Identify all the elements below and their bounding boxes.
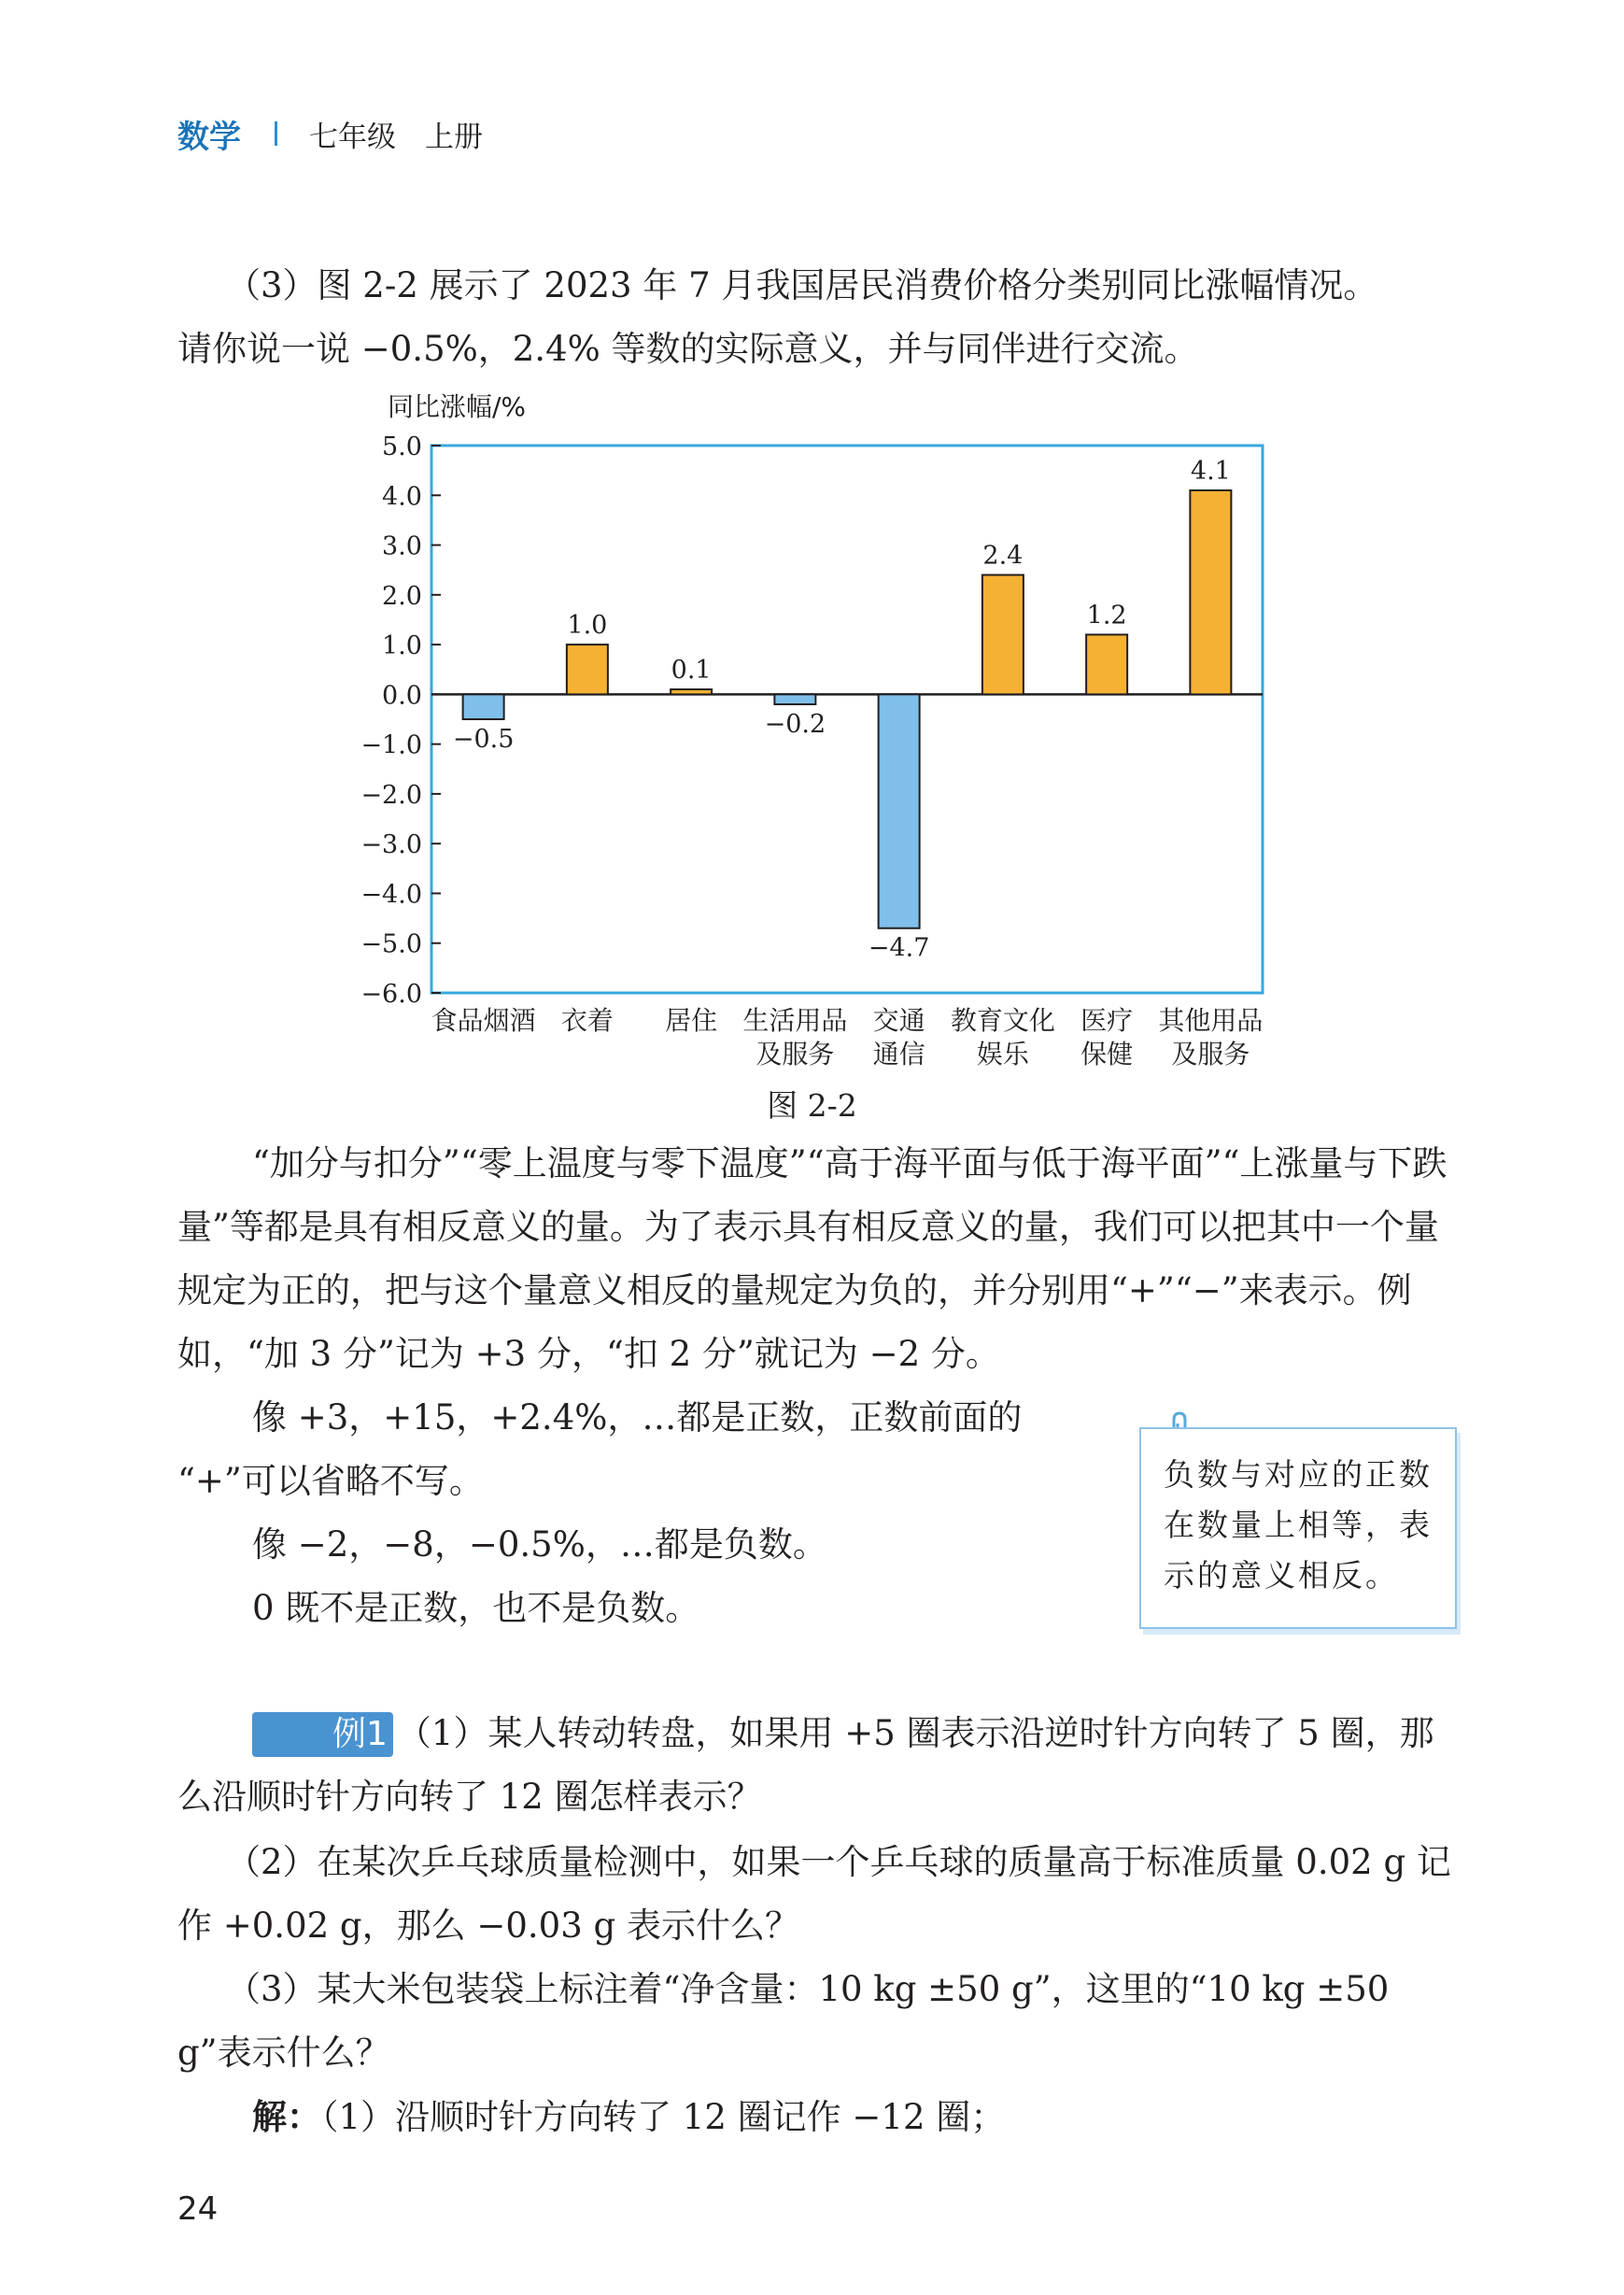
figure-caption: 图 2-2: [767, 1087, 857, 1124]
bar-value-label: 2.4: [982, 541, 1024, 571]
bar: [463, 694, 504, 719]
intro-line-1: （3）图 2-2 展示了 2023 年 7 月我国居民消费价格分类别同比涨幅情况。: [226, 265, 1378, 305]
x-category-label: 衣着: [560, 1005, 614, 1036]
bar-value-label: 1.2: [1086, 601, 1127, 630]
bar-value-label: −0.2: [764, 710, 826, 740]
y-tick-label: −2.0: [360, 780, 422, 810]
x-category-label: 及服务: [1171, 1039, 1250, 1070]
y-tick-label: −6.0: [360, 980, 422, 1009]
subject-title: 数学: [177, 118, 241, 156]
y-tick-label: 4.0: [382, 482, 422, 512]
x-category-label: 其他用品: [1158, 1005, 1264, 1036]
bar-value-label: 4.1: [1190, 456, 1231, 486]
bar: [1086, 634, 1127, 694]
body-paragraph-1: “加分与扣分”“零上温度与零下温度”“高于海平面与低于海平面”“上涨量与下跌量”等都是具有相反意义的量。为了表示具有相反意义的量，我们可以把其中一个量规定为正的，把与这个量意义相反的量规定为负的，并分别用“+”“−”来表示。例如，“加 3 分”记为 +3 分，“扣 2 分”就记为 −2 分。: [177, 1143, 1447, 1374]
bar: [982, 575, 1024, 695]
page-number: 24: [177, 2190, 219, 2228]
chart-frame: [431, 446, 1263, 993]
bar: [671, 689, 712, 694]
body-paragraph-4: 0 既不是正数，也不是负数。: [252, 1588, 700, 1628]
example-badge: 例1: [252, 1712, 393, 1757]
side-note: 负数与对应的正数在数量上相等，表示的意义相反。: [1139, 1427, 1457, 1629]
x-category-label: 医疗: [1080, 1005, 1134, 1036]
x-category-label: 食品烟酒: [431, 1005, 536, 1036]
grade-label: 七年级 上册: [309, 120, 483, 154]
x-category-label: 通信: [872, 1039, 925, 1070]
x-category-label: 交通: [872, 1005, 925, 1036]
bar: [774, 694, 815, 704]
bar: [567, 645, 608, 694]
y-tick-label: 2.0: [382, 581, 422, 611]
solution-1-text: （1）沿顺时针方向转了 12 圈记作 −12 圈；: [321, 2097, 1006, 2137]
x-category-label: 居住: [665, 1005, 718, 1036]
x-category-label: 保健: [1080, 1039, 1134, 1070]
body-paragraph-3: 像 −2，−8，−0.5%，…都是负数。: [252, 1524, 827, 1565]
example-question-3: （3）某大米包装袋上标注着“净含量：10 kg ±50 g”，这里的“10 kg ±50 g”表示什么？: [177, 1969, 1390, 2073]
bar-value-label: 0.1: [671, 656, 712, 686]
body-paragraph-2a: 像 +3，+15，+2.4%，…都是正数，正数前面的: [252, 1397, 1023, 1438]
y-tick-label: 5.0: [382, 432, 422, 461]
y-tick-label: 1.0: [382, 631, 422, 661]
bar-chart: [0, 0, 1624, 1084]
y-axis-label: 同比涨幅/%: [388, 391, 527, 422]
bar-value-label: 1.0: [567, 611, 608, 641]
body-paragraph-2b: “+”可以省略不写。: [177, 1461, 484, 1501]
y-tick-label: −4.0: [360, 880, 422, 910]
y-tick-label: 3.0: [382, 531, 422, 561]
bar: [1190, 490, 1231, 694]
example-q1-text: （1）某人转动转盘，如果用 +5 圈表示沿逆时针方向转了 5 圈，那么沿顺时针方向转了 12 圈怎样表示？: [177, 1713, 1434, 1817]
solution-label: 解：: [252, 2096, 321, 2137]
y-tick-label: −1.0: [360, 730, 422, 760]
bar-value-label: −4.7: [868, 933, 930, 963]
y-tick-label: 0.0: [382, 681, 422, 711]
x-category-label: 教育文化: [950, 1005, 1055, 1036]
x-category-label: 生活用品: [742, 1005, 848, 1036]
x-category-label: 及服务: [756, 1039, 835, 1070]
y-tick-label: −3.0: [360, 830, 422, 860]
example-question-1: [177, 1702, 1462, 1829]
y-tick-label: −5.0: [360, 929, 422, 959]
bar-value-label: −0.5: [452, 725, 515, 754]
example-question-2: （2）在某次乒乓球质量检测中，如果一个乒乓球的质量高于标准质量 0.02 g 记作 +0.02 g，那么 −0.03 g 表示什么？: [177, 1842, 1451, 1946]
intro-line-2: 请你说一说 −0.5%，2.4% 等数的实际意义，并与同伴进行交流。: [177, 329, 1199, 369]
solution-line-1: [177, 2085, 1462, 2149]
bar: [879, 694, 920, 928]
x-category-label: 娱乐: [976, 1039, 1029, 1070]
